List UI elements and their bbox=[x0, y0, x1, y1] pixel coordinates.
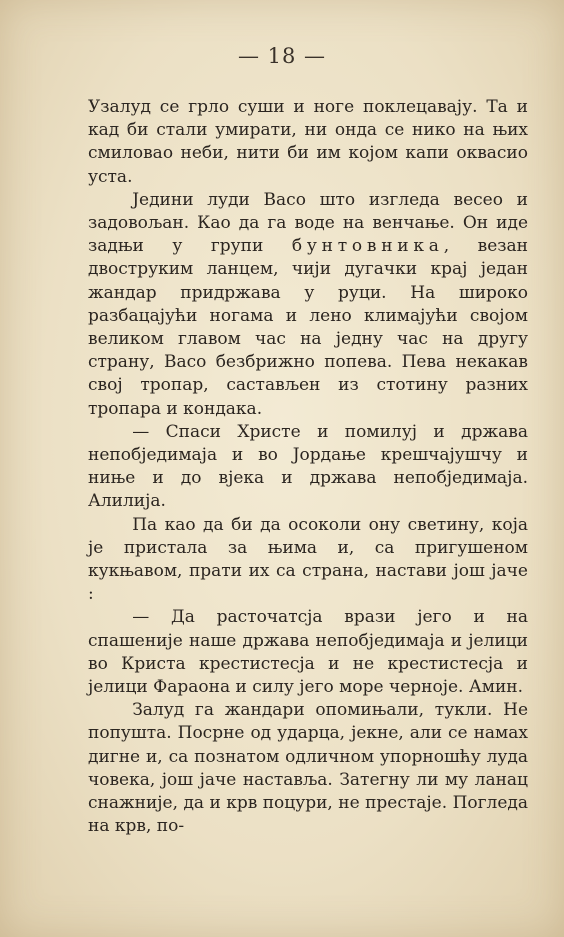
paragraph-text: Па као да би да осоколи ону светину, која је пристала за њима и, са пригушеном кукњавом, прати их са страна, настави још јаче : bbox=[88, 514, 528, 605]
page-number: — 18 — bbox=[237, 44, 327, 68]
paragraph-text: — Спаси Христе и помилуј и држава непобједимаја и во Јордање крешчајушчу и ниње и до вјека и држава непобједимаја. Алилија. bbox=[88, 421, 528, 512]
paragraph bbox=[88, 189, 528, 421]
paragraph-text: Једини луди Васо што изгледа весео и задовољан. Као да га воде на венчање. Он иде задњи у групи bbox=[88, 189, 528, 257]
paragraph bbox=[88, 606, 528, 699]
paragraph bbox=[88, 96, 528, 189]
paragraph bbox=[88, 421, 528, 514]
paragraph-text: — Да расточатсја врази јего и на спашеније наше држава непобједимаја и јелици во Криста крестистесја и не крестистесја и јелици Фараона и силу јего море черноје. Амин. bbox=[88, 607, 528, 698]
paragraph bbox=[88, 514, 528, 607]
paragraph-text: Залуд га жандари опомињали, тукли. Не попушта. Посрне од ударца, јекне, али се намах дигне и, са познатом одличном упорношћу луда човека, још јаче наставља. Затегну ли му ланац снажније, да и крв поцури, не престаје. Погледа на крв, по- bbox=[88, 700, 528, 837]
paragraph bbox=[88, 699, 528, 838]
paragraph-text: Узалуд се грло суши и ноге поклецавају. Та и кад би стали умирати, ни онда се нико на њих смиловао неби, нити би им којом капи оквасио уста. bbox=[88, 97, 528, 187]
paragraph-text: , везан двоструким ланцем, чији дугачки крај један жандар придржава у руци. На широко разбацајући ногама и лено климајући својом великом главом час на једну час на другу страну, Васо безбрижно попева. Пева некакав свој тропар, састављен из стотину разних тропара и кондака. bbox=[88, 236, 528, 419]
letterspaced-word: бунтовника bbox=[291, 236, 444, 257]
body-text bbox=[88, 96, 528, 839]
